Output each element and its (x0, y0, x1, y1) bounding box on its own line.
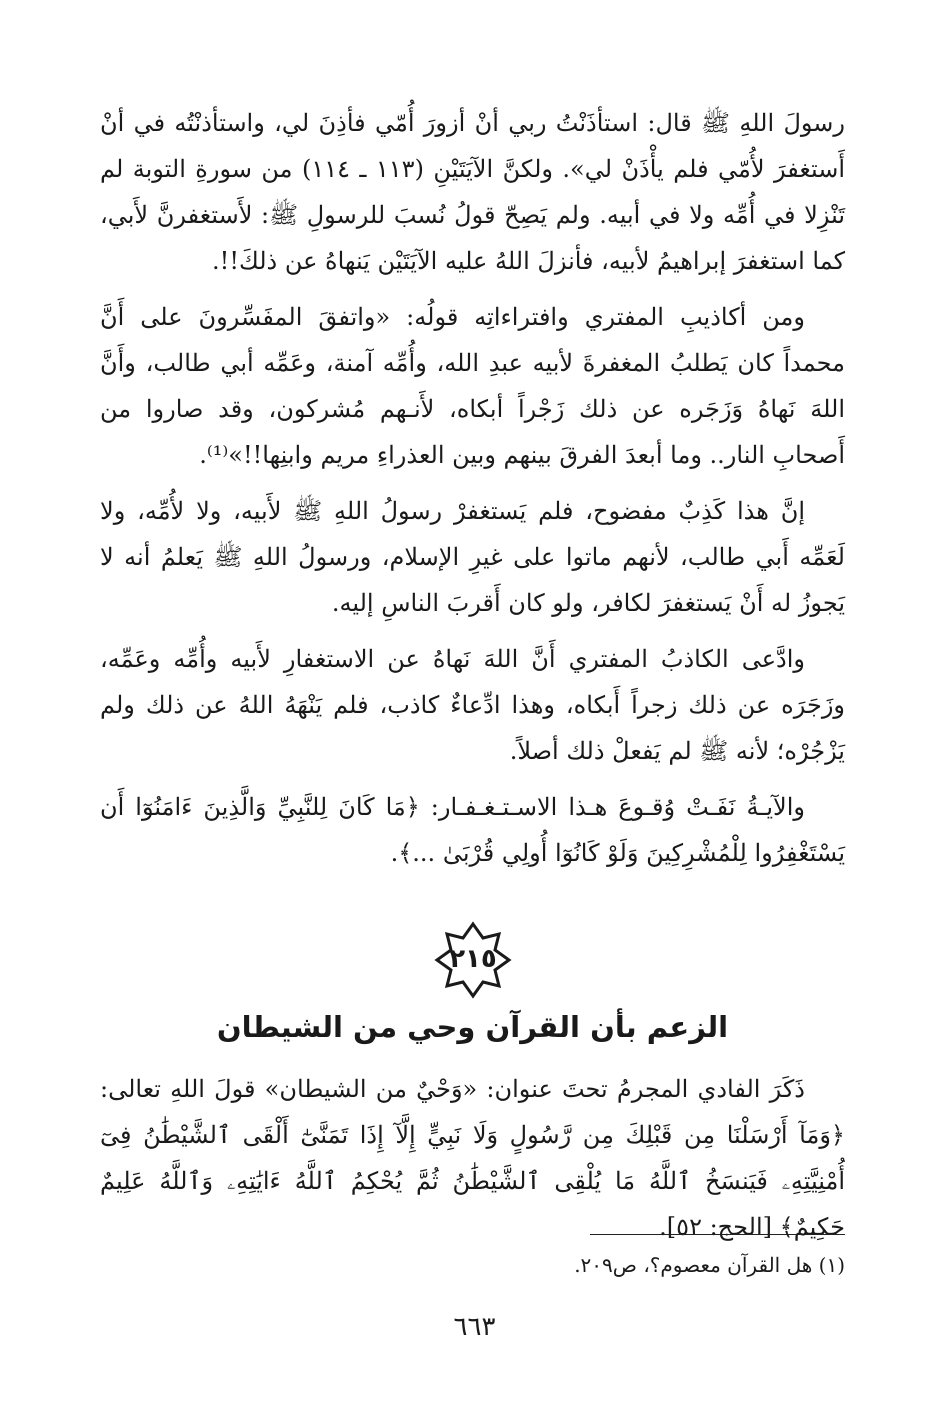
paragraph-1: رسولَ اللهِ ﷺ قال: استأذَنْتُ ربي أنْ أزورَ أُمّي فأذِنَ لي، واستأذنْتُه في أنْ أَستغفرَ لأُمّي فلم يأْذَنْ لي». ولكنَّ الآيَتَيْنِ (١١٣ ـ ١١٤) من سورةِ التوبة لم تَنْزِلا في أُمِّه ولا في أبيه. ولم يَصِحّ قولُ نُسبَ للرسولِ ﷺ: لأَستغفرنَّ لأَبي، كما استغفرَ إبراهيمُ لأبيه، فأنزلَ اللهُ عليه الآيَتَيْن يَنهاهُ عن ذلكَ!!. (100, 109, 845, 275)
section-number-badge (0, 918, 949, 1002)
footnote-divider (590, 1234, 845, 1235)
section-body (100, 1066, 845, 1260)
paragraph-3: إنَّ هذا كَذِبٌ مفضوح، فلم يَستغفرْ رسولُ اللهِ ﷺ لأَبيه، ولا لأُمِّه، ولا لَعَمِّه أَبي طالب، لأنهم ماتوا على غيرِ الإسلام، ورسولُ اللهِ ﷺ يَعلمُ أنه لا يَجوزُ له أَنْ يَستغفرَ لكافر، ولو كان أَقربَ الناسِ إليه. (100, 497, 845, 617)
main-text (100, 100, 845, 886)
page-number: ٦٦٣ (453, 1312, 496, 1342)
paragraph-5: والآيـةُ نَفَـتْ وُقـوعَ هـذا الاسـتـغـفـار: ﴿مَا كَانَ لِلنَّبِيِّ وَالَّذِينَ ءَامَنُوٓا أَن يَسْتَغْفِرُوا لِلْمُشْرِكِينَ وَلَوْ كَانُوٓا أُولِي قُرْبَىٰ ...﴾. (100, 793, 845, 867)
footnote: (١) هل القرآن معصوم؟، ص٢٠٩. (574, 1253, 845, 1277)
paragraph-4: وادَّعى الكاذبُ المفتري أَنَّ اللهَ نَهاهُ عن الاستغفارِ لأَبيه وأُمِّه وعَمِّه، وزَجَرَه عن ذلك زجراً أَبكاه، وهذا ادِّعاءٌ كاذب، فلم يَنْهَهُ اللهُ عن ذلك ولم يَزْجُرْه؛ لأنه ﷺ لم يَفعلْ ذلك أصلاً. (100, 645, 846, 765)
section-title: الزعم بأن القرآن وحي من الشيطان (216, 1010, 729, 1044)
paragraph-2: ومن أكاذيبِ المفتري وافتراءاتِه قولُه: «واتفقَ المفَسِّرونَ على أَنَّ محمداً كان يَطلبُ المغفرةَ لأبيه عبدِ الله، وأُمِّه آمنة، وعَمِّه أبي طالب، وأَنَّ اللهَ نَهاهُ وَزَجَره عن ذلك زَجْراً أبكاه، لأَنـهم مُشركون، وقد صاروا من أَصحابِ النار.. وما أبعدَ الفرقَ بينهم وبين العذراءِ مريم وابنِها!!»⁽¹⁾. (100, 303, 845, 469)
section-paragraph: ذَكَرَ الفادي المجرمُ تحتَ عنوان: «وَحْيٌ من الشيطان» قولَ اللهِ تعالى: ﴿وَمَآ أَرْسَلْنَا مِن قَبْلِكَ مِن رَّسُولٍ وَلَا نَبِيٍّ إِلَّآ إِذَا تَمَنَّىٰٓ أَلْقَى ٱلشَّيْطَٰنُ فِىٓ أُمْنِيَّتِهِۦ فَيَنسَخُ ٱللَّهُ مَا يُلْقِى ٱلشَّيْطَٰنُ ثُمَّ يُحْكِمُ ٱللَّهُ ءَايَٰتِهِۦ وَٱللَّهُ عَلِيمٌ حَكِيمٌ﴾ [الحج: ٥٢]. (100, 1075, 845, 1241)
section-number: ٢١٥ (449, 944, 497, 974)
